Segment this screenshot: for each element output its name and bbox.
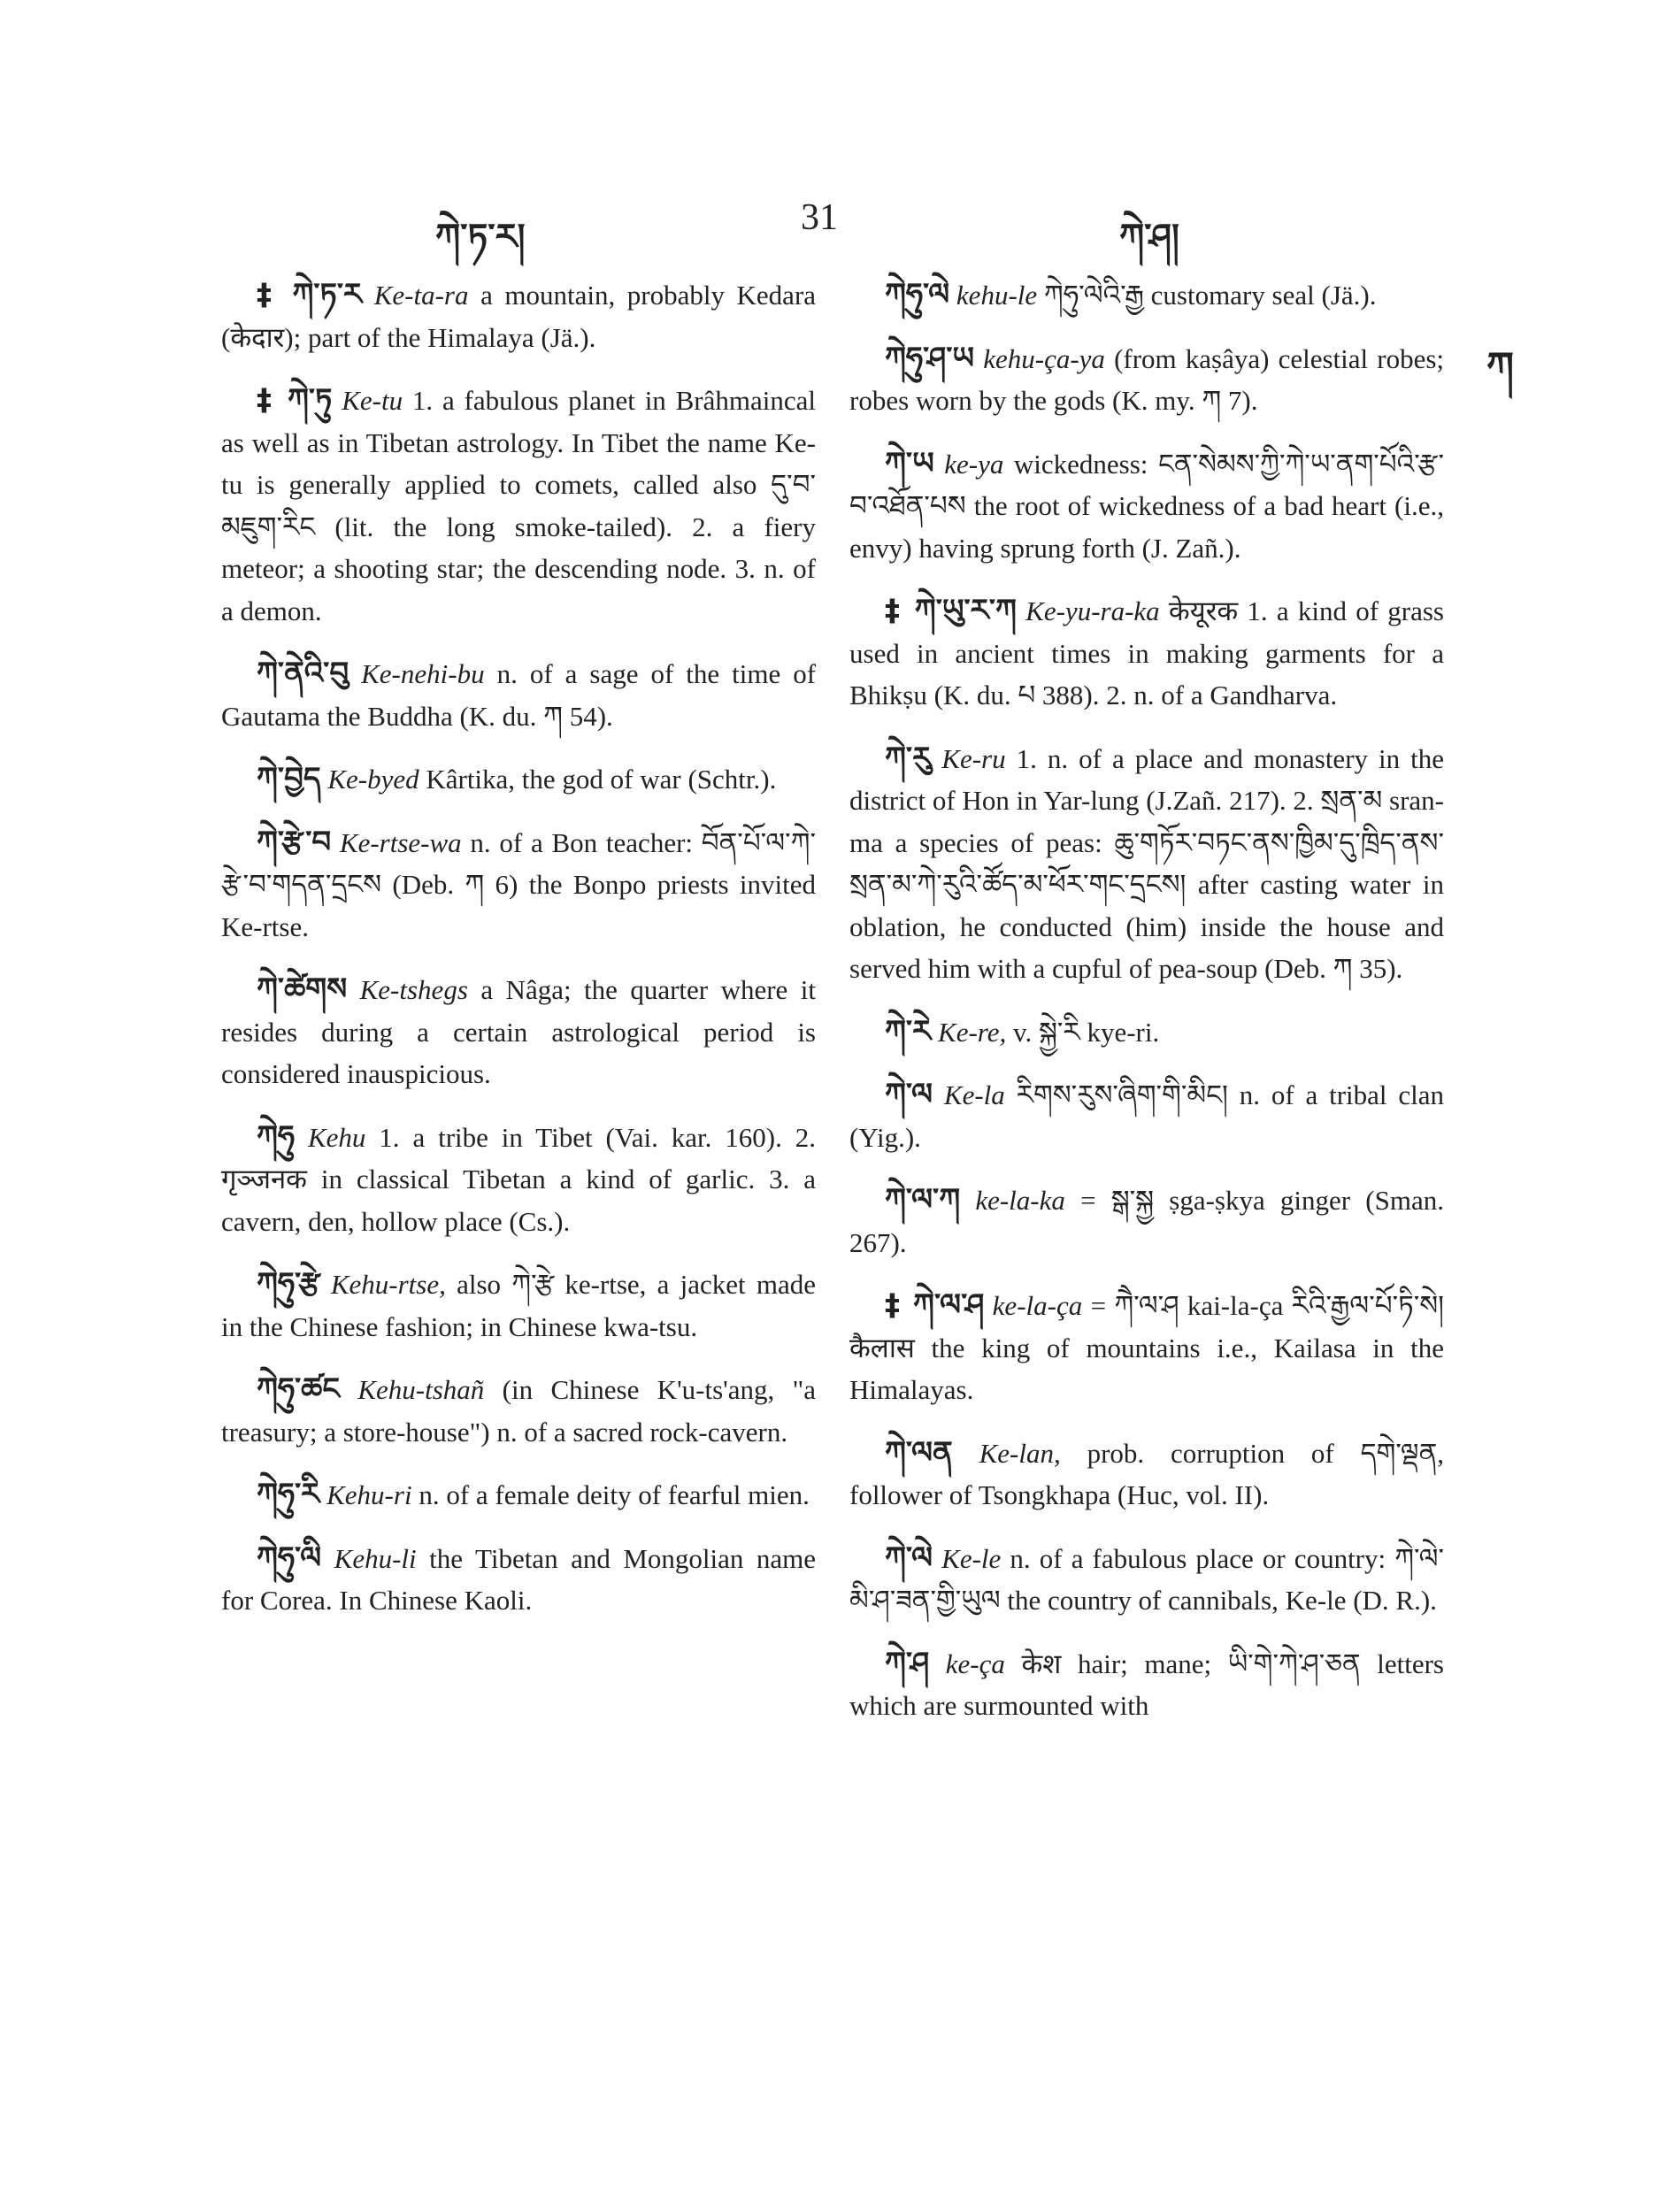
entry-romanization: ke-ya [944, 448, 1004, 480]
dictionary-entry [849, 274, 1444, 317]
entry-headword: ‡ ཀེ་ཏ་ར [257, 277, 363, 312]
left-column [221, 274, 816, 1643]
entry-headword: ཀེ་ཤ [885, 1645, 930, 1681]
entry-definition: केयूरक 1. a kind of grass used in ancient times in making garments for a Bhikṣu (K. du. པ 388). 2. n. of a Gandharva. [849, 595, 1444, 710]
entry-romanization: ke-la-ka [975, 1185, 1065, 1216]
thumb-index-tab: ཀ [1486, 344, 1512, 389]
dictionary-entry [849, 1432, 1444, 1517]
entry-definition: = ཀཻ་ལ་ཤ kai-la-ça རིའི་རྒྱལ་པོ་ཏི་སེ། कैलास the king of mountains i.e., Kailasa in the Himalayas. [849, 1290, 1445, 1405]
entry-definition: wickedness: ངན་སེམས་ཀྱི་ཀེ་ཡ་ནག་པོའི་རྩ་བ་འཐོན་པས the root of wickedness of a bad heart (i.e., envy) having sprung forth (J. Zañ.). [849, 448, 1445, 564]
entry-headword: ཀེཧུ་ཤ་ཡ [885, 340, 975, 376]
entry-definition: केश hair; mane; ཡི་གེ་ཀེ་ཤ་ཅན letters which are surmounted with [849, 1647, 1445, 1721]
entry-definition: the Tibetan and Mongolian name for Corea. In Chinese Kaoli. [221, 1542, 817, 1616]
dictionary-entry [849, 443, 1444, 570]
dictionary-entry [849, 1285, 1444, 1411]
entry-romanization: Kehu-ri [326, 1479, 412, 1510]
entry-headword: ཀེ་ལེ [885, 1540, 933, 1576]
entry-headword: ཀེ་རུ [885, 740, 932, 776]
entry-headword: ཀེཧུ་ཚང [257, 1371, 341, 1407]
entry-headword: ཀེ་ལ་ཀ [885, 1182, 961, 1217]
entry-romanization: Ke-ta-ra [373, 280, 469, 311]
dictionary-entry [221, 822, 816, 949]
entry-definition: (in Chinese K'u-ts'ang, "a treasury; a store-house") n. of a sacred rock-cavern. [221, 1374, 817, 1448]
dictionary-entry [849, 590, 1444, 717]
dictionary-entry [849, 1538, 1444, 1622]
dictionary-entry [221, 380, 816, 632]
dictionary-entry [849, 1074, 1444, 1158]
dictionary-entry [221, 1474, 816, 1517]
dictionary-entry [849, 738, 1444, 990]
entry-headword: ཀེཧུ་ལེ [885, 277, 950, 312]
entry-romanization: Ke-le [941, 1542, 1002, 1574]
entry-romanization: kehu-le [956, 280, 1038, 311]
right-column [849, 274, 1444, 1748]
dictionary-entry [221, 1117, 816, 1243]
entry-romanization: Kehu-rtse, [330, 1269, 446, 1300]
entry-definition: prob. corruption of དགེ་ལྡན, follower of Tsongkhapa (Huc, vol. II). [849, 1437, 1445, 1510]
entry-definition: 1. a tribe in Tibet (Vai. kar. 160). 2. गृञ्जनक in classical Tibetan a kind of garlic. 3. a cavern, den, hollow place (Cs.). [221, 1121, 817, 1237]
running-header-left: ཀེ་ཏ་ར། [435, 217, 526, 257]
entry-romanization: Kehu [307, 1121, 366, 1153]
entry-headword: ‡ ཀེ་ཏུ [257, 382, 333, 418]
entry-definition: a Nâga; the quarter where it resides during a certain astrological period is considered inauspicious. [221, 974, 816, 1089]
entry-definition: also ཀེ་རྩེ ke-rtse, a jacket made in the Chinese fashion; in Chinese kwa-tsu. [221, 1269, 817, 1342]
entry-definition: n. of a fabulous place or country: ཀེ་ལེ་མི་ཤ་ཟན་གྱི་ཡུལ the country of cannibals, Ke-le (D. R.). [849, 1542, 1445, 1616]
entry-headword: ཀེཧུ [257, 1118, 296, 1155]
entry-definition: 1. a fabulous planet in Brâhmaincal as well as in Tibetan astrology. In Tibet the name Ke-tu is generally applied to comets, called also དུ་བ་མཇུག་རིང (lit. the long smoke-tailed). 2. a fiery meteor; a shooting star; the descending node. 3. n. of a demon. [221, 385, 817, 626]
dictionary-entry [221, 1263, 816, 1348]
running-header-right: ཀེ་ཤ། [1119, 217, 1179, 257]
entry-definition: n. of a female deity of fearful mien. [419, 1479, 810, 1510]
entry-romanization: Ke-ru [941, 742, 1006, 774]
entry-romanization: Ke-la [943, 1079, 1005, 1110]
entry-headword: ཀེཧུ་རྩེ [257, 1266, 320, 1302]
entry-romanization: Ke-nehi-bu [361, 658, 485, 689]
entry-definition: = སྒ་སྐྱ ṣga-ṣkya ginger (Sman. 267). [849, 1185, 1444, 1258]
dictionary-entry [849, 338, 1444, 422]
dictionary-entry [221, 758, 816, 801]
entry-definition: ཀེཧུ་ལེའི་རྒྱ customary seal (Jä.). [1043, 280, 1377, 311]
dictionary-entry [221, 969, 816, 1095]
entry-definition: a mountain, probably Kedara (केदार); part of the Himalaya (Jä.). [221, 280, 817, 353]
entry-definition: 1. n. of a place and monastery in the district of Hon in Yar-lung (J.Zañ. 217). 2. སྲན་མ sran-ma a species of peas: ཆུ་གཏོར་བཏང་ནས་ཁྱིམ་དུ་ཁྲིད་ནས་སྲན་མ་ཀེ་རུའི་ཚོད་མ་ཕོར་གང་དྲངས། after casting water in oblation, he conducted (him) inside the house and served him with a cupful of pea-soup (Deb. ཀ 35). [849, 742, 1445, 984]
dictionary-entry [849, 1011, 1444, 1054]
entry-headword: ཀེ་རེ [885, 1013, 932, 1049]
entry-romanization: Ke-tu [342, 385, 403, 416]
entry-romanization: Ke-rtse-wa [339, 826, 462, 858]
entry-romanization: Ke-tshegs [359, 974, 468, 1005]
entry-definition: རིགས་རུས་ཞིག་གི་མིང། n. of a tribal clan (Yig.). [849, 1079, 1444, 1153]
entry-headword: ཀེ་རྩེ་བ [257, 824, 332, 860]
entry-headword: ཀེཧུ་ལི [257, 1540, 322, 1576]
entry-headword: ཀེ་བྱེད [257, 761, 321, 796]
entry-romanization: kehu-ça-ya [983, 342, 1105, 374]
entry-definition: Kârtika, the god of war (Schtr.). [426, 764, 777, 795]
entry-headword: ‡ ཀེ་ཡུ་ར་ཀ [885, 593, 1017, 628]
entry-romanization: Ke-re, [938, 1016, 1007, 1048]
entry-romanization: Kehu-tshañ [357, 1374, 485, 1405]
page-number: 31 [801, 197, 838, 238]
entry-romanization: ke-la-ça [992, 1290, 1083, 1321]
entry-definition: n. of a Bon teacher: བོན་པོ་ལ་ཀེ་རྩེ་བ་གདན་དྲངས (Deb. ཀ 6) the Bonpo priests invited Ke-rtse. [221, 826, 816, 942]
entry-romanization: Kehu-li [334, 1542, 417, 1574]
entry-headword: ཀེ་ཡ [885, 445, 934, 481]
entry-romanization: ke-ça [945, 1647, 1005, 1679]
entry-headword: ཀེ་ལན [885, 1434, 953, 1471]
entry-romanization: Ke-yu-ra-ka [1025, 595, 1160, 626]
entry-headword: ཀེཧུ་རི [257, 1477, 320, 1512]
entry-romanization: Ke-byed [327, 764, 419, 795]
entry-definition: v. སྐྱེ་རི kye-ri. [1012, 1016, 1160, 1048]
entry-definition: n. of a sage of the time of Gautama the Buddha (K. du. ཀ 54). [221, 658, 817, 732]
dictionary-entry [221, 1538, 816, 1622]
entry-definition: (from kaṣâya) celestial robes; robes worn by the gods (K. my. ཀ 7). [849, 342, 1445, 416]
entry-headword: ཀེ་ཚེགས [257, 972, 348, 1007]
entry-romanization: Ke-lan, [979, 1437, 1061, 1469]
dictionary-entry [849, 1643, 1444, 1727]
dictionary-entry [221, 1369, 816, 1453]
dictionary-entry [221, 653, 816, 737]
entry-headword: ‡ ཀེ་ལ་ཤ [885, 1287, 985, 1323]
dictionary-entry [849, 1179, 1444, 1263]
entry-headword: ཀེ་ལ [885, 1077, 933, 1112]
dictionary-entry [221, 274, 816, 358]
entry-headword: ཀེ་ནེའི་བུ [257, 656, 349, 691]
